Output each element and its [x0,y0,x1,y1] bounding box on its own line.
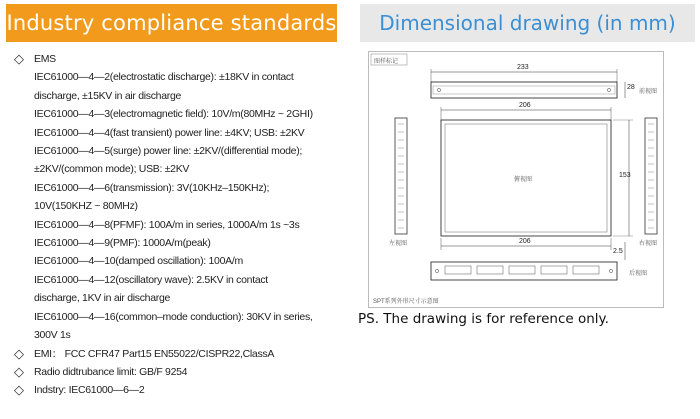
standard-detail-line [14,87,344,105]
standard-detail-line [14,326,344,344]
dim-inner-width-top: 206 [519,102,531,109]
dimensional-drawing [368,51,664,308]
standard-text: IEC61000—4—10(damped oscillation): 100A/m [34,255,243,268]
dim-top-width: 233 [517,64,529,71]
standard-category [14,50,344,68]
standard-detail-line [14,105,344,123]
label-right-view: 右视图 [639,241,658,247]
standard-text: IEC61000—4—5(surge) power line: ±2KV/(differential mode); [34,145,303,158]
standard-detail-line [14,289,344,307]
standard-text: EMI： FCC CFR47 Part15 EN55022/CISPR22,ClassA [34,347,275,360]
standard-text: IEC61000—4—12(oscillatory wave): 2.5KV in contact [34,273,268,286]
standard-text: ±2KV/(common mode); USB: ±2KV [34,163,190,176]
diamond-bullet-icon: ◇ [14,382,24,398]
standard-text: 300V 1s [34,329,71,342]
dim-top-height: 28 [627,84,635,91]
compliance-header-title: Industry compliance standards [6,11,337,35]
standard-detail-line [14,124,344,142]
standard-detail-line [14,271,344,289]
dim-inner-width-bottom: 206 [519,238,531,245]
dim-bottom-small: 2.5 [613,248,623,255]
diamond-bullet-icon: ◇ [14,51,24,66]
standard-detail-line [14,252,344,270]
standard-text: Indstry: IEC61000—6—2 [34,384,145,397]
dimension-header-banner [360,4,695,42]
compliance-header-banner [6,4,337,42]
standard-detail-line [14,179,344,197]
label-left-view: 左视图 [389,241,408,247]
standard-text: IEC61000—4—8(PFMF): 100A/m in series, 1000A/m 1s ~3s [34,218,300,231]
standard-detail-line [14,68,344,86]
dim-height: 153 [619,172,631,179]
standard-text: IEC61000—4—16(common–mode conduction): 30KV in series, [34,310,313,323]
standard-text: Radio didtrubance limit: GB/F 9254 [34,365,188,378]
diamond-bullet-icon: ◇ [14,345,24,361]
standard-text: IEC61000—4—2(electrostatic discharge): ±18KV in contact [34,71,294,84]
standard-detail-line [14,234,344,252]
standard-detail-line [14,216,344,234]
label-rear-view: 后视图 [629,271,648,277]
drawing-title-box: 图样标记 [374,59,399,65]
standard-detail-line [14,197,344,215]
dimension-header-title: Dimensional drawing (in mm) [379,11,676,35]
ps-note: PS. The drawing is for reference only. [358,311,609,327]
standard-detail-line [14,142,344,160]
standard-category [14,345,344,363]
standard-text: IEC61000—4—6(transmission): 3V(10KHz–150KHz); [34,181,270,194]
standard-text: discharge, ±15KV in air discharge [34,89,182,102]
standard-category [14,363,344,381]
standard-text: IEC61000—4—3(electromagnetic field): 10V/m(80MHz ~ 2GHI) [34,108,313,121]
standard-category [14,381,344,399]
standard-detail-line [14,308,344,326]
standard-text: IEC61000—4—9(PMF): 1000A/m(peak) [34,237,211,250]
standard-text: discharge, 1KV in air discharge [34,292,171,305]
standard-text: IEC61000—4—4(fast transient) power line: ±4KV; USB: ±2KV [34,126,305,139]
label-front-view: 前视图 [639,89,658,95]
diamond-bullet-icon: ◇ [14,363,24,379]
standards-list [14,50,344,400]
drawing-caption: SPT系列外形尺寸示意图 [373,299,439,305]
standard-text: EMS [34,53,56,65]
standard-detail-line [14,160,344,178]
standard-text: 10V(150KHZ ~ 80MHz) [34,200,138,213]
label-plan-view: 俯视图 [514,177,533,183]
